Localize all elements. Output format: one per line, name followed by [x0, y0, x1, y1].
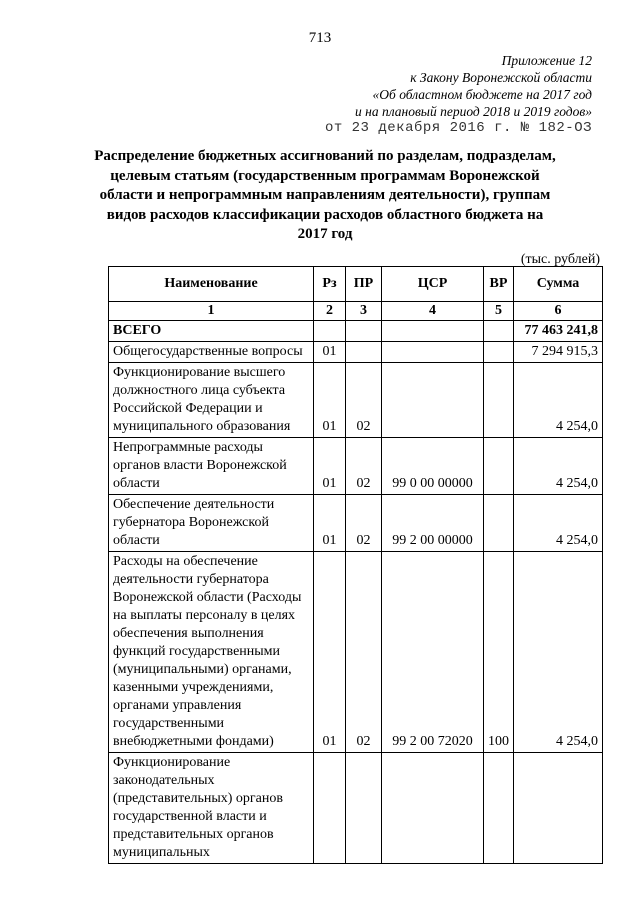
column-number: 1: [109, 302, 314, 321]
row-rz: 01: [314, 438, 346, 495]
row-name: Функционирование законодательных (представительных) органов государственной власти и представительных органов муниципальных: [109, 753, 314, 864]
table-row-total: [109, 321, 603, 342]
row-rz: [314, 753, 346, 864]
units-label: (тыс. рублей): [520, 252, 600, 267]
row-csr: [382, 321, 484, 342]
row-name: ВСЕГО: [109, 321, 314, 342]
row-csr: [382, 753, 484, 864]
row-csr: [382, 363, 484, 438]
row-csr: 99 0 00 00000: [382, 438, 484, 495]
row-rz: [314, 321, 346, 342]
row-name: Расходы на обеспечение деятельности губернатора Воронежской области (Расходы на выплаты персоналу в целях обеспечения выполнения функций государственными (муниципальными) органами, казенными учреждениями, органами управления государственными внебюджетными фондами): [109, 552, 314, 753]
row-pr: [346, 342, 382, 363]
row-sum: 4 254,0: [514, 438, 603, 495]
column-number: 5: [484, 302, 514, 321]
header-vr: ВР: [484, 267, 514, 302]
appendix-line: Приложение 12: [501, 53, 592, 68]
row-sum: 4 254,0: [514, 552, 603, 753]
appendix-line: и на плановый период 2018 и 2019 годов»: [355, 104, 592, 119]
row-sum: 4 254,0: [514, 495, 603, 552]
row-sum: 77 463 241,8: [514, 321, 603, 342]
row-pr: 02: [346, 495, 382, 552]
table-row: [109, 438, 603, 495]
row-sum: 4 254,0: [514, 363, 603, 438]
header-csr: ЦСР: [382, 267, 484, 302]
column-number: 4: [382, 302, 484, 321]
budget-table: [108, 266, 603, 864]
table-row: [109, 363, 603, 438]
row-pr: 02: [346, 438, 382, 495]
row-pr: 02: [346, 363, 382, 438]
column-number: 6: [514, 302, 603, 321]
row-rz: 01: [314, 495, 346, 552]
row-pr: [346, 753, 382, 864]
row-vr: [484, 495, 514, 552]
table-row: [109, 552, 603, 753]
column-number-row: [109, 302, 603, 321]
row-vr: 100: [484, 552, 514, 753]
row-vr: [484, 753, 514, 864]
table-header-row: [109, 267, 603, 302]
appendix-header: [325, 52, 592, 137]
row-rz: 01: [314, 342, 346, 363]
header-rz: Рз: [314, 267, 346, 302]
row-vr: [484, 321, 514, 342]
page-number: 713: [308, 30, 332, 46]
table-row: [109, 495, 603, 552]
table-row: [109, 753, 603, 864]
row-pr: 02: [346, 552, 382, 753]
row-rz: 01: [314, 363, 346, 438]
row-pr: [346, 321, 382, 342]
row-name: Функционирование высшего должностного лица субъекта Российской Федерации и муниципального образования: [109, 363, 314, 438]
row-vr: [484, 363, 514, 438]
header-pr: ПР: [346, 267, 382, 302]
row-csr: 99 2 00 72020: [382, 552, 484, 753]
row-csr: 99 2 00 00000: [382, 495, 484, 552]
appendix-line: «Об областном бюджете на 2017 год: [372, 87, 592, 102]
row-name: Непрограммные расходы органов власти Воронежской области: [109, 438, 314, 495]
row-vr: [484, 342, 514, 363]
row-name: Обеспечение деятельности губернатора Воронежской области: [109, 495, 314, 552]
column-number: 3: [346, 302, 382, 321]
law-date-line: от 23 декабря 2016 г. № 182-ОЗ: [324, 120, 592, 136]
row-csr: [382, 342, 484, 363]
row-sum: [514, 753, 603, 864]
row-name: Общегосударственные вопросы: [109, 342, 314, 363]
row-sum: 7 294 915,3: [514, 342, 603, 363]
document-title: Распределение бюджетных ассигнований по разделам, подразделам, целевым статьям (государственным программам Воронежской области и непрограммным направлениям деятельности), группам видов расходов классификации расходов областного бюджета на 2017 год: [94, 148, 556, 242]
header-name: Наименование: [109, 267, 314, 302]
row-rz: 01: [314, 552, 346, 753]
row-vr: [484, 438, 514, 495]
header-sum: Сумма: [514, 267, 603, 302]
appendix-line: к Закону Воронежской области: [410, 70, 592, 85]
table-row: [109, 342, 603, 363]
column-number: 2: [314, 302, 346, 321]
